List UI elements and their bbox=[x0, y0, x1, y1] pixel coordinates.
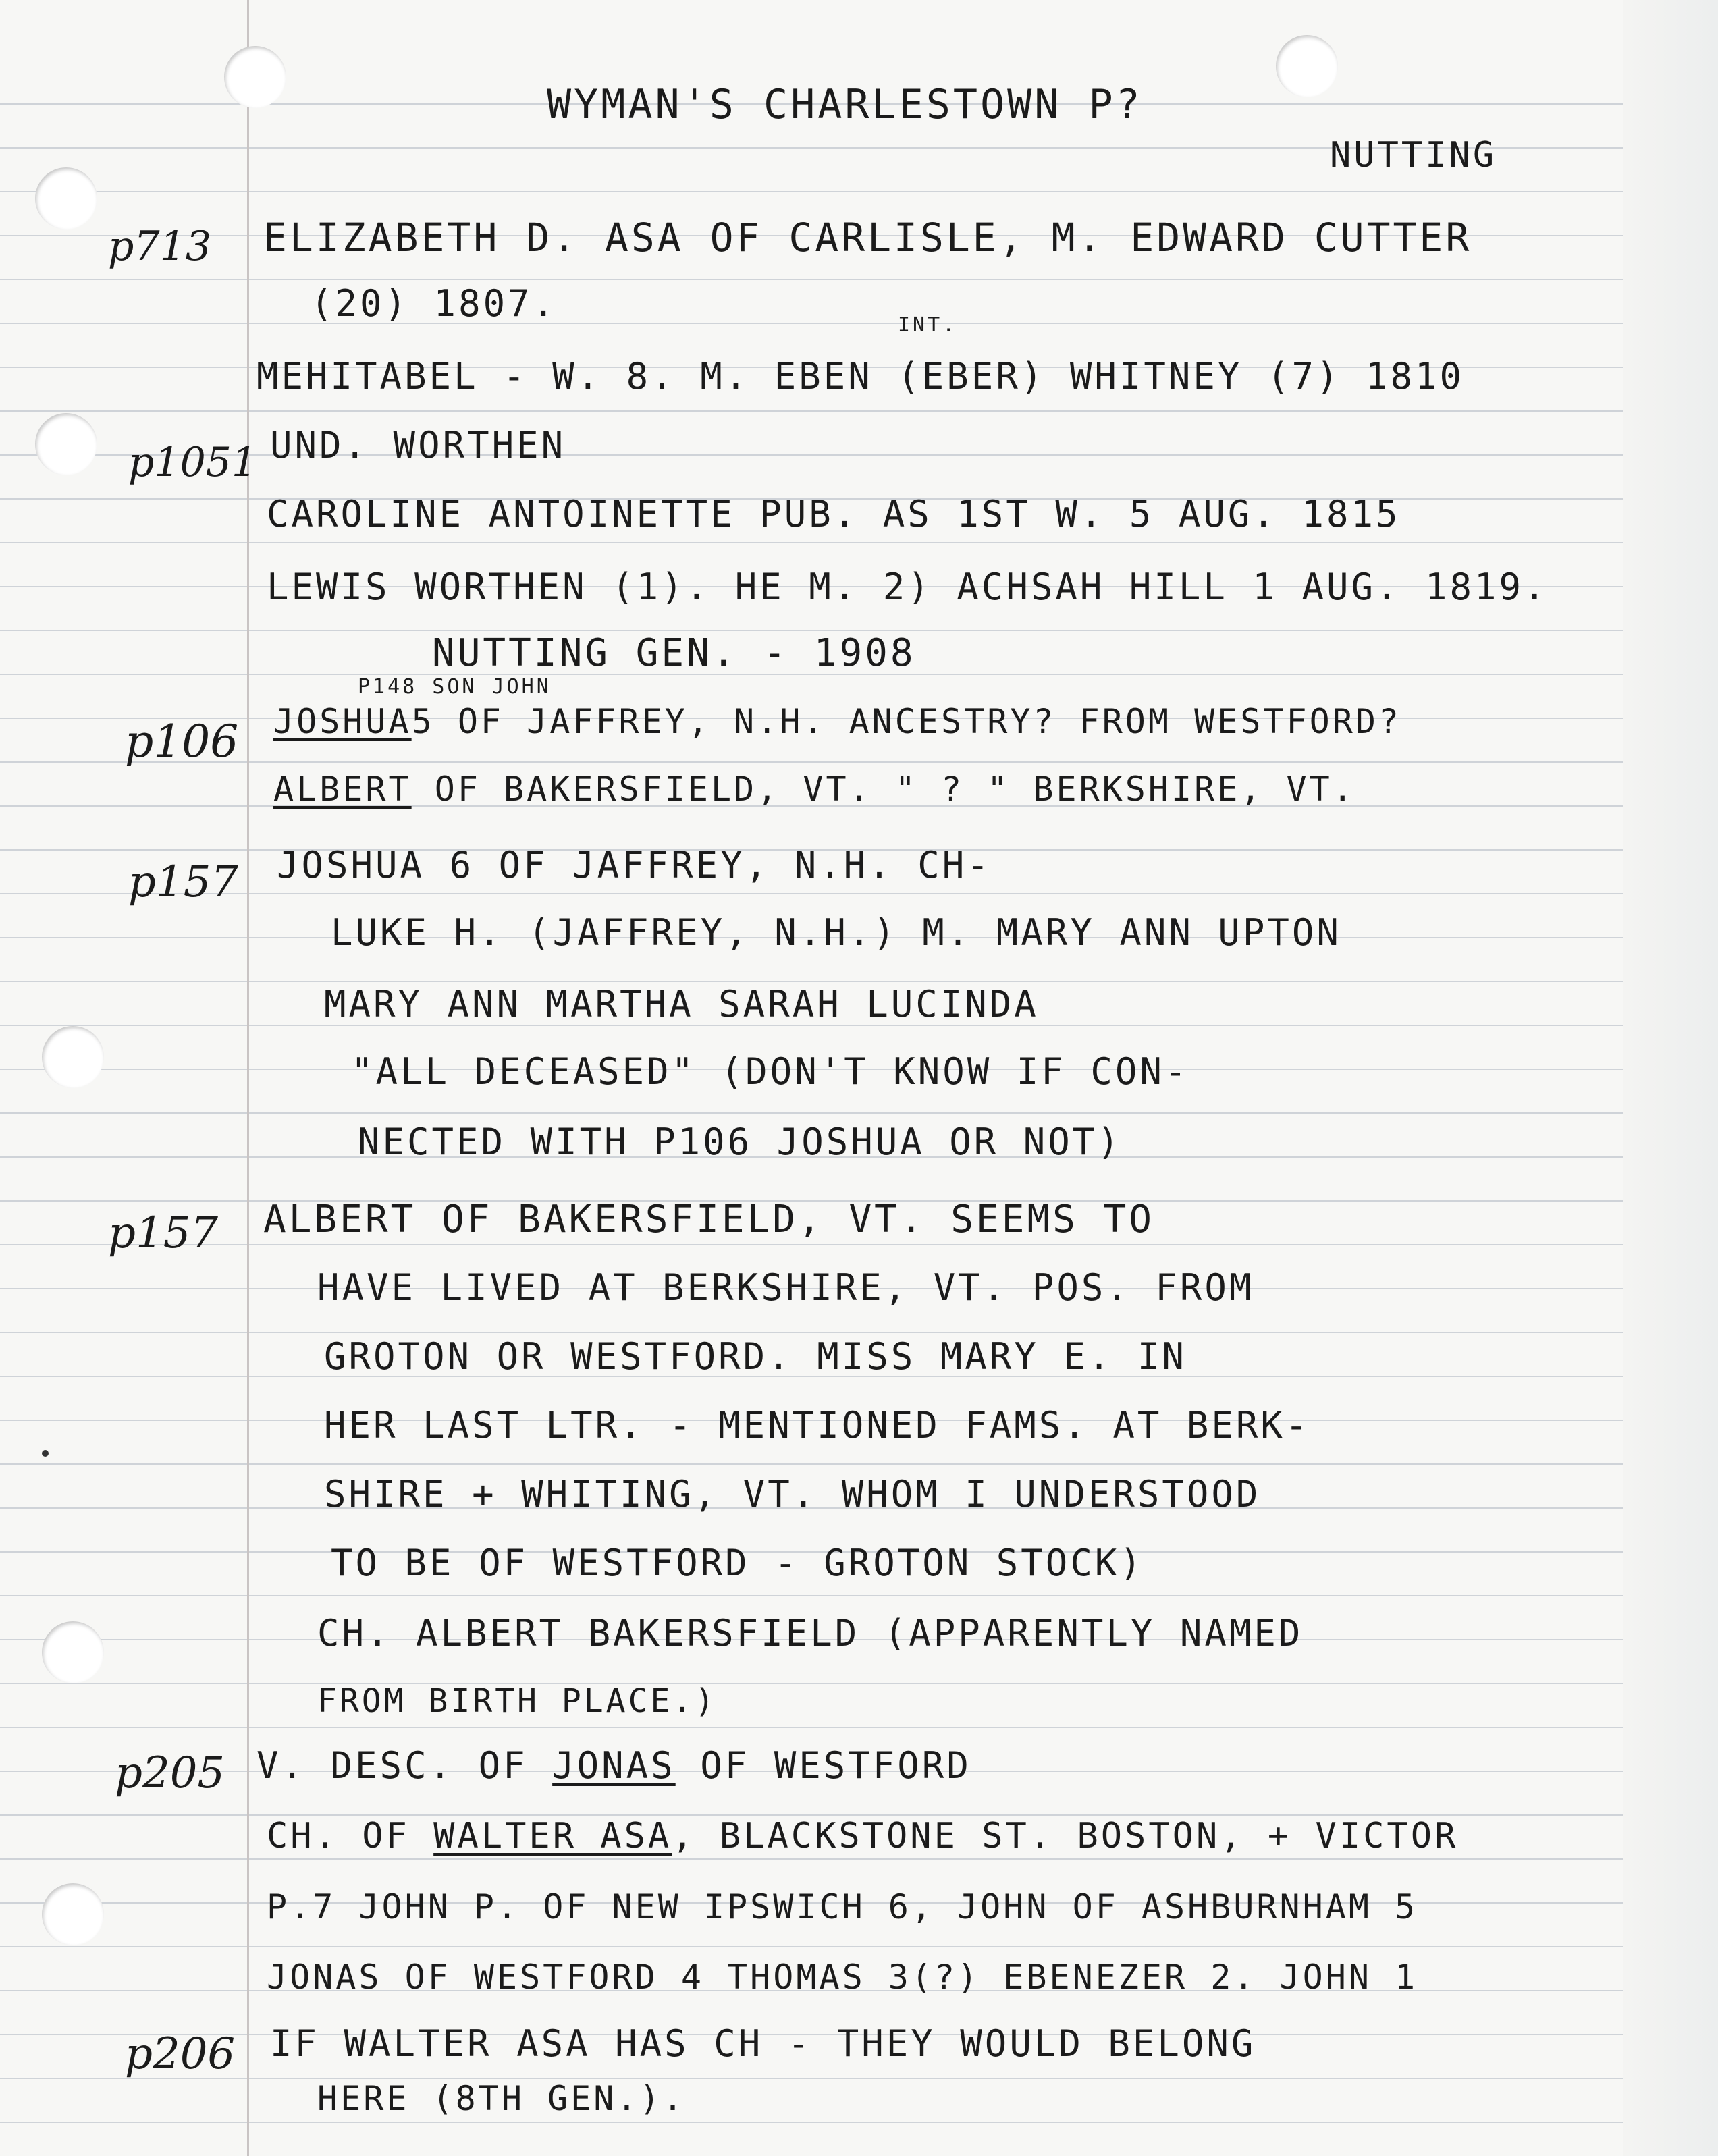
entry-line: SHIRE + WHITING, VT. WHOM I UNDERSTOOD bbox=[324, 1473, 1261, 1515]
entry-line: ALBERT OF BAKERSFIELD, VT. SEEMS TO bbox=[263, 1197, 1155, 1241]
entry-line: ELIZABETH D. ASA OF CARLISLE, M. EDWARD CUTTER bbox=[263, 215, 1472, 261]
section-heading: NUTTING GEN. - 1908 bbox=[432, 631, 916, 675]
entry-line: JOSHUA 6 OF JAFFREY, N.H. CH- bbox=[277, 844, 992, 886]
entry-line: TO BE OF WESTFORD - GROTON STOCK) bbox=[331, 1542, 1144, 1584]
page-ref: p206 bbox=[125, 2029, 236, 2079]
ink-dot bbox=[42, 1450, 49, 1457]
punch-hole bbox=[1276, 35, 1338, 97]
page-ref: p205 bbox=[115, 1748, 225, 1798]
entry-line: HER LAST LTR. - MENTIONED FAMS. AT BERK- bbox=[324, 1404, 1310, 1447]
entry-line: UND. WORTHEN bbox=[270, 424, 566, 466]
entry-line: V. DESC. OF JONAS OF WESTFORD bbox=[257, 1744, 971, 1787]
interlinear-note: P148 SON JOHN bbox=[358, 675, 552, 699]
entry-line: MEHITABEL - W. 8. M. EBEN (EBER) WHITNEY (7) 1810 bbox=[257, 355, 1465, 398]
punch-hole bbox=[42, 1621, 104, 1683]
page-ref: p713 bbox=[108, 223, 211, 270]
entry-line: MARY ANN MARTHA SARAH LUCINDA bbox=[324, 983, 1039, 1025]
interlinear-note: INT. bbox=[898, 313, 958, 337]
underlined-name: WALTER ASA bbox=[433, 1816, 672, 1856]
entry-line: IF WALTER ASA HAS CH - THEY WOULD BELONG bbox=[270, 2022, 1256, 2065]
entry-line: HAVE LIVED AT BERKSHIRE, VT. POS. FROM bbox=[317, 1266, 1254, 1309]
page-ref: p106 bbox=[125, 716, 239, 767]
margin-rule bbox=[247, 0, 249, 2156]
entry-line: JONAS OF WESTFORD 4 THOMAS 3(?) EBENEZER 2. JOHN 1 bbox=[267, 1958, 1418, 1997]
entry-line: NECTED WITH P106 JOSHUA OR NOT) bbox=[358, 1121, 1122, 1163]
punch-hole bbox=[224, 46, 286, 108]
entry-line: CAROLINE ANTOINETTE PUB. AS 1ST W. 5 AUG. 1815 bbox=[267, 493, 1401, 535]
entry-line: "ALL DECEASED" (DON'T KNOW IF CON- bbox=[351, 1050, 1189, 1093]
entry-line: LEWIS WORTHEN (1). HE M. 2) ACHSAH HILL 1 AUG. 1819. bbox=[267, 566, 1549, 608]
underlined-name: ALBERT bbox=[273, 770, 412, 809]
page-title: WYMAN'S CHARLESTOWN P? bbox=[547, 81, 1143, 128]
punch-hole bbox=[35, 167, 97, 230]
surname-heading: NUTTING bbox=[1330, 135, 1497, 176]
punch-hole bbox=[42, 1026, 104, 1088]
punch-hole bbox=[42, 1883, 104, 1945]
entry-line: GROTON OR WESTFORD. MISS MARY E. IN bbox=[324, 1335, 1187, 1378]
entry-line: P.7 JOHN P. OF NEW IPSWICH 6, JOHN OF ASHBURNHAM 5 bbox=[267, 1887, 1418, 1926]
page-ref: p157 bbox=[128, 857, 239, 907]
punch-hole bbox=[35, 413, 97, 475]
entry-line: (20) 1807. bbox=[311, 282, 558, 325]
page-ref: p157 bbox=[108, 1208, 219, 1258]
entry-line: HERE (8TH GEN.). bbox=[317, 2079, 686, 2118]
underlined-name: JONAS bbox=[552, 1744, 676, 1787]
page-edge-shadow bbox=[1623, 0, 1718, 2156]
entry-line: CH. OF WALTER ASA, BLACKSTONE ST. BOSTON, + VICTOR bbox=[267, 1816, 1459, 1856]
underlined-name: JOSHUA bbox=[273, 702, 412, 741]
entry-line: ALBERT OF BAKERSFIELD, VT. " ? " BERKSHIRE, VT. bbox=[273, 770, 1355, 809]
page-ref: p1051 bbox=[128, 439, 258, 486]
entry-line: JOSHUA5 OF JAFFREY, N.H. ANCESTRY? FROM WESTFORD? bbox=[273, 702, 1402, 741]
entry-line: CH. ALBERT BAKERSFIELD (APPARENTLY NAMED bbox=[317, 1612, 1304, 1654]
entry-line: FROM BIRTH PLACE.) bbox=[317, 1682, 718, 1720]
entry-line: LUKE H. (JAFFREY, N.H.) M. MARY ANN UPTON bbox=[331, 911, 1341, 954]
